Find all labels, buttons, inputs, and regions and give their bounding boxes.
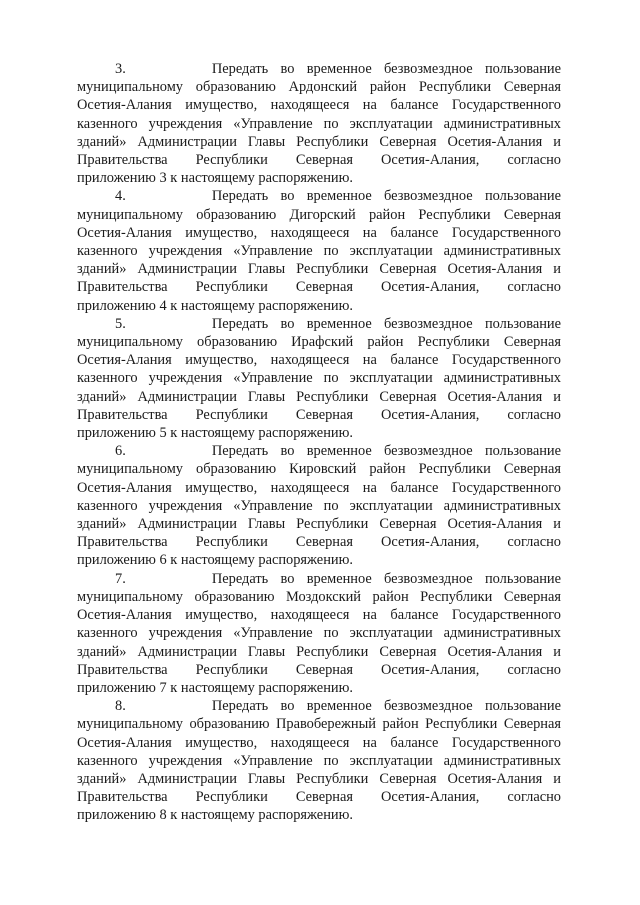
paragraph-line: приложению 5 к настоящему распоряжению.	[77, 425, 353, 442]
paragraph-line: муниципальному образованию Дигорский район Республики Северная	[77, 206, 561, 223]
paragraph-line: 5. Передать во временное безвозмездное пользование	[115, 315, 561, 332]
paragraph-item-8	[77, 697, 561, 824]
paragraph-line: Правительства Республики Северная Осетия-Алания, согласно	[77, 789, 561, 806]
paragraph-line: зданий» Администрации Главы Республики Северная Осетия-Алания и	[77, 133, 561, 150]
paragraph-line: муниципальному образованию Правобережный район Республики Северная	[77, 716, 561, 733]
paragraph-line: Правительства Республики Северная Осетия-Алания, согласно	[77, 406, 561, 423]
paragraph-line: муниципальному образованию Кировский район Республики Северная	[77, 461, 561, 478]
paragraph-line: приложению 8 к настоящему распоряжению.	[77, 807, 353, 824]
paragraph-line: казенного учреждения «Управление по эксплуатации административных	[77, 497, 561, 514]
paragraph-line: Осетия-Алания имущество, находящееся на балансе Государственного	[77, 352, 561, 369]
paragraph-line: приложению 6 к настоящему распоряжению.	[77, 552, 353, 569]
paragraph-line: казенного учреждения «Управление по эксплуатации административных	[77, 752, 561, 769]
paragraph-line: 7. Передать во временное безвозмездное пользование	[115, 570, 561, 587]
paragraph-line: 8. Передать во временное безвозмездное пользование	[115, 698, 561, 715]
paragraph-line: Правительства Республики Северная Осетия-Алания, согласно	[77, 279, 561, 296]
paragraph-line: Осетия-Алания имущество, находящееся на балансе Государственного	[77, 734, 561, 751]
paragraph-line: приложению 3 к настоящему распоряжению.	[77, 170, 353, 187]
paragraph-line: Правительства Республики Северная Осетия-Алания, согласно	[77, 661, 561, 678]
paragraph-item-3	[77, 60, 561, 187]
paragraph-line: муниципальному образованию Ардонский район Республики Северная	[77, 79, 561, 96]
paragraph-line: Осетия-Алания имущество, находящееся на балансе Государственного	[77, 224, 561, 241]
paragraph-line: Правительства Республики Северная Осетия-Алания, согласно	[77, 152, 561, 169]
paragraph-line: зданий» Администрации Главы Республики Северная Осетия-Алания и	[77, 516, 561, 533]
paragraph-line: Осетия-Алания имущество, находящееся на балансе Государственного	[77, 607, 561, 624]
paragraph-line: зданий» Администрации Главы Республики Северная Осетия-Алания и	[77, 261, 561, 278]
paragraph-line: казенного учреждения «Управление по эксплуатации административных	[77, 625, 561, 642]
paragraph-line: 3. Передать во временное безвозмездное пользование	[115, 61, 561, 77]
paragraph-item-5	[77, 315, 561, 442]
paragraph-line: муниципальному образованию Ирафский район Республики Северная	[77, 334, 561, 351]
paragraph-line: 4. Передать во временное безвозмездное пользование	[115, 188, 561, 205]
paragraph-item-7	[77, 570, 561, 697]
paragraph-line: зданий» Администрации Главы Республики Северная Осетия-Алания и	[77, 643, 561, 660]
paragraph-line: приложению 7 к настоящему распоряжению.	[77, 679, 353, 696]
paragraph-line: Осетия-Алания имущество, находящееся на балансе Государственного	[77, 97, 561, 114]
document-body	[77, 60, 561, 825]
paragraph-line: Правительства Республики Северная Осетия-Алания, согласно	[77, 534, 561, 551]
paragraph-item-4	[77, 187, 561, 314]
paragraph-line: казенного учреждения «Управление по эксплуатации административных	[77, 370, 561, 387]
paragraph-line: приложению 4 к настоящему распоряжению.	[77, 297, 353, 314]
paragraph-line: зданий» Администрации Главы Республики Северная Осетия-Алания и	[77, 388, 561, 405]
paragraph-line: зданий» Администрации Главы Республики Северная Осетия-Алания и	[77, 770, 561, 787]
paragraph-item-6	[77, 442, 561, 569]
paragraph-line: казенного учреждения «Управление по эксплуатации административных	[77, 243, 561, 260]
paragraph-line: муниципальному образованию Моздокский район Республики Северная	[77, 588, 561, 605]
paragraph-line: Осетия-Алания имущество, находящееся на балансе Государственного	[77, 479, 561, 496]
paragraph-line: 6. Передать во временное безвозмездное пользование	[115, 443, 561, 460]
paragraph-line: казенного учреждения «Управление по эксплуатации административных	[77, 115, 561, 132]
